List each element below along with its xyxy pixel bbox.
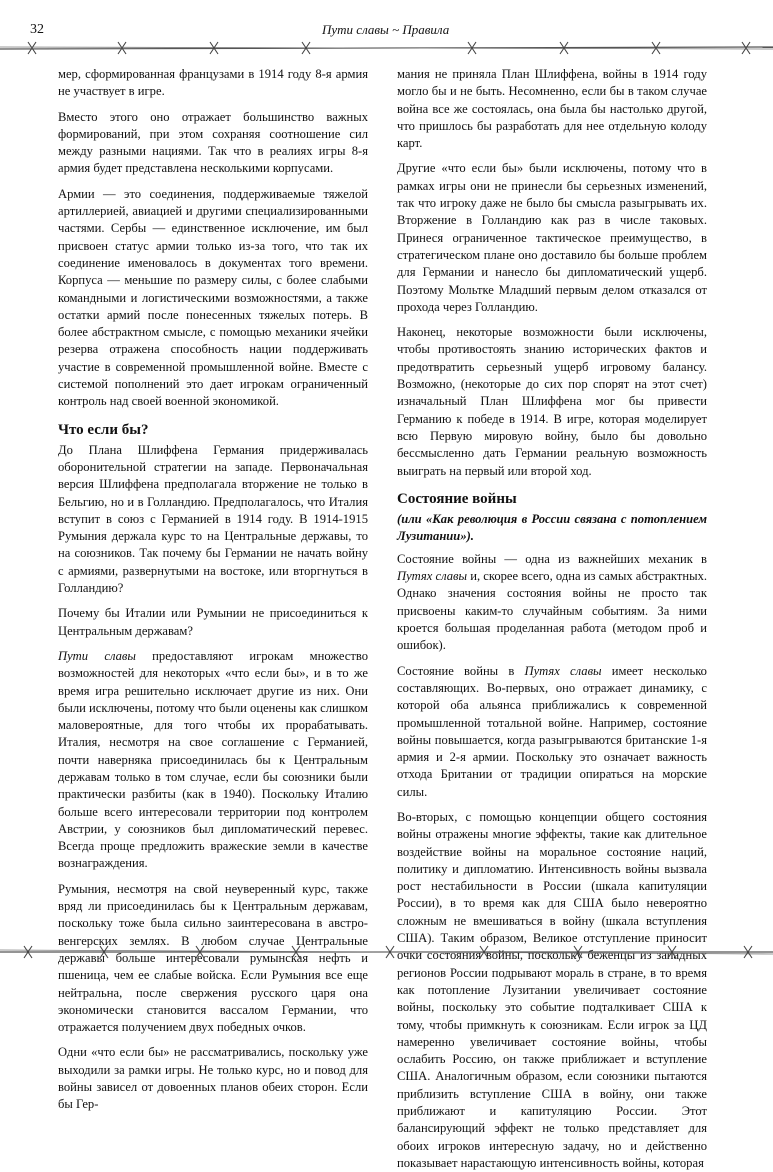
paragraph — [397, 663, 707, 801]
paragraph: До Плана Шлиффена Германия придерживалась оборонительной стратегии на западе. Первоначальная версия Шлиффена предполагала вторжение не только в Бельгию, но и в Голландию. Предполагалось, что Италия вступит в союз с Германией в 1914 году. В 1914-1915 Румыния держала курс то на Центральные державы, то на союзников. Так почему бы Германии не начать войну с армиями, развернутыми на востоке, или вторгнуться в Голландию? — [58, 442, 368, 596]
paragraph: Наконец, некоторые возможности были исключены, чтобы противостоять знанию исторических фактов и предотвратить серьезный ущерб игровому балансу. Возможно, (некоторые до сих пор спорят на этот счет) изначальный План Шлиффена мог бы привести Германию к победе в 1914. В игре, которая моделирует всю Первую мировую войну, было бы довольно бессмысленно дать Германии реальную возможность выиграть на первый или второй ход. — [397, 325, 707, 478]
running-title: Пути славы ~ Правила — [322, 22, 450, 37]
paragraph: Во-вторых, с помощью концепции общего состояния войны отражены многие эффекты, такие как длительное воздействие войны на моральное состояние наций, политику и дипломатию. Интенсивность войны вызвала рост нестабильности в России (шкала капитуляции России), в то время как для США было невероятно сложным не вмешиваться в войну (шкала вступления США). Таким образом, Великое отступление приносит очки состояния войны, поскольку беженцы из западных регионов России подрывают мораль в стране, в то время как потопление Лузитании увеличивает состояние войны, поскольку это событие подталкивает США к тому, чтобы примкнуть к союзникам. Если игрок за ЦД намеренно увеличивает состояние войны, чтобы ослабить Россию, он также приближает и вступление США. Аналогичным образом, если союзники пытаются приблизить вступление США в войну, они также приближают и капитуляцию России. Этот балансирующий эффект не только представляет для обоих игроков интересную задачу, но и действенно показывает нарастающую интенсивность войны, которая — [397, 809, 707, 1170]
paragraph: мания не приняла План Шлиффена, войны в 1914 году могло бы и не быть. Несомненно, если бы в таком случае война все же состоялась, она была бы настолько другой, что пришлось бы разработать для нее отдельную колоду карт. — [397, 67, 707, 151]
italic-game-title: Путях славы — [524, 663, 602, 678]
paragraph: Другие «что если бы» были исключены, потому что в рамках игры они не принесли бы серьезных изменений, так что игроку даже не было бы смысла разыгрывать их. Вторжение в Голландию как раз в числе таковых. Принеся ограниченное тактическое преимущество, в стратегическом плане оно доставило бы больше проблем для Германии и нанесло бы дипломатический ущерб. Поэтому Мольтке Младший первым делом отказался от прохода через Голландию. — [397, 161, 707, 314]
barbed-wire-top-divider — [0, 40, 773, 56]
paragraph: Вместо этого оно отражает большинство важных формирований, при этом сохраняя соотношение сил между разными нациями. Так что в реалиях игры 8-я армия будет представлена несколькими корпусами. — [58, 109, 368, 176]
section-subheading: (или «Как революция в России связана с потоплением Лузитании»). — [397, 511, 707, 543]
paragraph: Почему бы Италии или Румынии не присоединиться к Центральным державам? — [58, 606, 368, 638]
paragraph-text: имеет несколько составляющих. Во-первых, оно отражает динамику, с которой оба альянса приближались к современной промышленной тотальной войне. Например, состояние войны повышается, когда разыгрываются британские 1-я армия и 2-я армии. Поскольку это означает важность отхода Британии от традиции опираться на морские силы. — [397, 663, 707, 799]
barbed-wire-bottom-divider — [0, 944, 773, 960]
right-text-column — [397, 66, 707, 1172]
page-number: 32 — [30, 22, 44, 37]
paragraph-text: Состояние войны — одна из важнейших механик в — [397, 551, 707, 566]
italic-game-title: Пути славы — [58, 648, 136, 663]
paragraph: Армии — это соединения, поддерживаемые тяжелой артиллерией, авиацией и другими специализированными частями. Сербы — единственное исключение, им был присвоен статус армии только из-за того, что так их соединение именовалось в документах того времени. Корпуса — меньшие по размеру силы, с более слабыми командными и логистическими возможностями, а также остатки армий после понесенных тяжелых потерь. В более абстрактном смысле, с помощью механики ячейки резерва отражена способность нации поддерживать участие в современной промышленной войне. Вместе с системой пополнений это дает игрокам ограниченный контроль над своей военной экономикой. — [58, 186, 368, 409]
paragraph — [58, 648, 368, 873]
section-heading-what-if: Что если бы? — [58, 421, 149, 438]
paragraph: Румыния, несмотря на свой неуверенный курс, также вряд ли присоединилась бы к Центральным державам, поскольку тоже была сильно заинтересована в австро-венгерских землях. В любом случае Центральные державы больше интересовали румынская нефть и пшеница, чем ее слабые войска. Если Румыния все еще нейтральна, после свержения русского царя она экономически становится вассалом Германии, что отражается получением двух победных очков. — [58, 881, 368, 1035]
italic-game-title: Путях славы — [397, 569, 468, 584]
paragraph: мер, сформированная французами в 1914 году 8-я армия не участвует в игре. — [58, 67, 368, 99]
paragraph: Одни «что если бы» не рассматривались, поскольку уже выходили за рамки игры. Не только курс, но и повод для войны зависел от довоенных планов обеих сторон. Если бы Гер- — [58, 1045, 368, 1112]
section-heading-state-of-war: Состояние войны — [397, 490, 517, 507]
paragraph-text: предоставляют игрокам множество возможностей для некоторых «что если бы», и в то же время игра решительно исключает другие из них. Они были исключены, потому что были оценены как слишком маловероятные, для того чтобы их прорабатывать. Италия, несмотря на свое соглашение с Германией, почти наверняка присоединилась бы к Центральным державам только в том случае, если бы союзники были практически разбиты (как в 1940). Поскольку Италию больше всего интересовали территории под контролем Австрии, у союзников был дипломатический перевес. Всегда проще предложить вражеские земли в качестве вознаграждения. — [58, 648, 368, 871]
paragraph — [397, 551, 707, 655]
paragraph-text: и, скорее всего, одна из самых абстрактных. Однако значения состояния войны не просто так присвоены каким-то случайным событиям. За ними кроется большая проделанная работа (методом проб и ошибок). — [397, 569, 708, 653]
paragraph-text: Состояние войны в — [397, 663, 525, 678]
